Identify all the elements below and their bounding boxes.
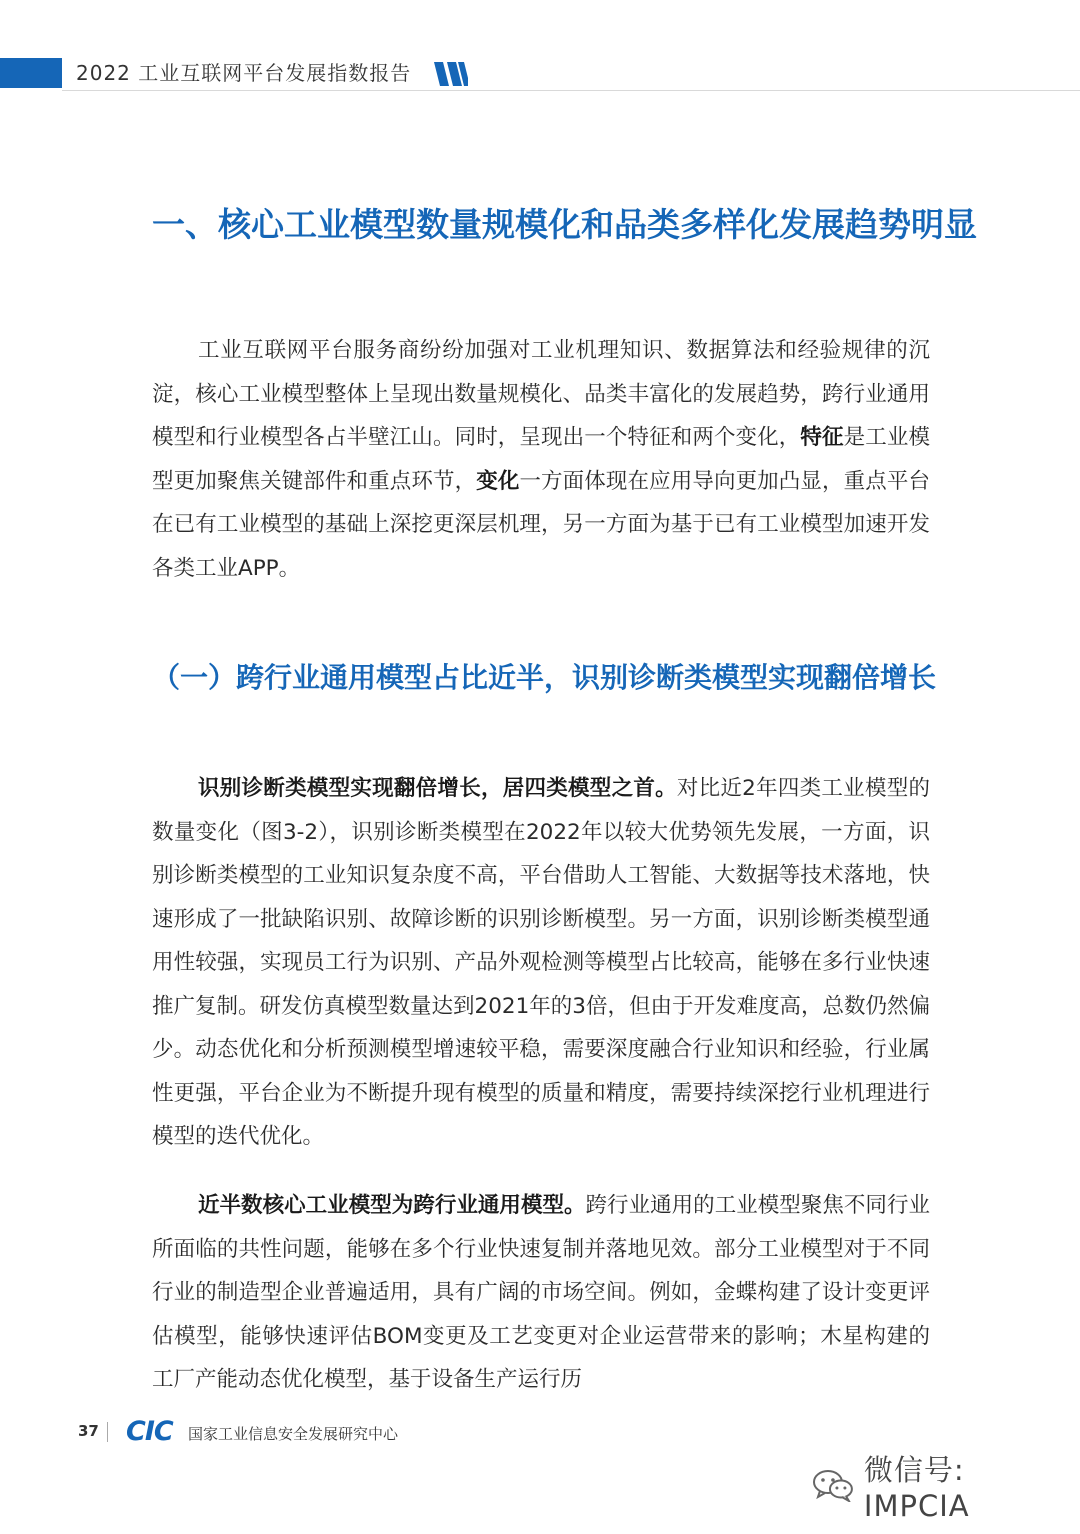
para1-bold-feature: 特征 bbox=[800, 425, 844, 450]
section-title: 一、核心工业模型数量规模化和品类多样化发展趋势明显 bbox=[152, 205, 977, 244]
para3-body: 跨行业通用的工业模型聚焦不同行业所面临的共性问题，能够在多个行业快速复制并落地见效。部分工业模型对于不同行业的制造型企业普遍适用，具有广阔的市场空间。例如，金蝶构建了设计变更评估模型，能够快速评估BOM变更及工艺变更对企业运营带来的影响；木星构建的工厂产能动态优化模型，基于设备生产运行历 bbox=[152, 1193, 930, 1392]
para2-lead: 识别诊断类模型实现翻倍增长，居四类模型之首。 bbox=[198, 776, 677, 801]
header-slash-icon bbox=[434, 62, 468, 86]
header-title: 2022 工业互联网平台发展指数报告 bbox=[76, 61, 412, 85]
para3-lead: 近半数核心工业模型为跨行业通用模型。 bbox=[198, 1193, 586, 1218]
header-rule bbox=[62, 90, 1080, 91]
para1-bold-change: 变化 bbox=[476, 468, 520, 494]
paragraph-cross-industry bbox=[152, 1184, 930, 1402]
para1-text-c: 是工业模型更加聚焦关键部件和重点环节， bbox=[152, 425, 930, 494]
header-accent-bar bbox=[0, 58, 62, 88]
paragraph-intro bbox=[152, 329, 930, 590]
footer-org-name: 国家工业信息安全发展研究中心 bbox=[188, 1425, 399, 1443]
para1-text-d: 一方面体现在应用导向更加凸显，重点平台在已有工业模型的基础上深挖更深层机理，另一方面为基于已有工业模型加速开发各类工业APP。 bbox=[152, 468, 930, 581]
para1-text-a: 工业互联网平台服务商纷纷加强对工业机理知识、数据算法和经验规律的沉淀，核心工业模型整体上呈现出数量规模化、品类丰富化的发展趋势，跨行业通用模型和行业模型各占半壁江山。同时，呈现出一个特征和两个变化， bbox=[152, 338, 930, 450]
watermark-text: 微信号: IMPCIA bbox=[863, 1452, 970, 1523]
paragraph-diagnosis bbox=[152, 767, 930, 1159]
cic-logo: CIC bbox=[126, 1416, 173, 1447]
para2-body: 对比近2年四类工业模型的数量变化（图3-2），识别诊断类模型在2022年以较大优势领先发展，一方面，识别诊断类模型的工业知识复杂度不高，平台借助人工智能、大数据等技术落地，快速形成了一批缺陷识别、故障诊断的识别诊断模型。另一方面，识别诊断类模型通用性较强，实现员工行为识别、产品外观检测等模型占比较高，能够在多行业快速推广复制。研发仿真模型数量达到2021年的3倍，但由于开发难度高，总数仍然偏少。动态优化和分析预测模型增速较平稳，需要深度融合行业知识和经验，行业属性更强，平台企业为不断提升现有模型的质量和精度，需要持续深挖行业机理进行模型的迭代优化。 bbox=[152, 776, 930, 1149]
subsection-title: （一）跨行业通用模型占比近半，识别诊断类模型实现翻倍增长 bbox=[152, 661, 937, 694]
page-number: 37 bbox=[78, 1422, 99, 1440]
footer-divider bbox=[107, 1422, 108, 1442]
wechat-icon bbox=[812, 1468, 854, 1502]
wechat-watermark bbox=[812, 1452, 1080, 1523]
